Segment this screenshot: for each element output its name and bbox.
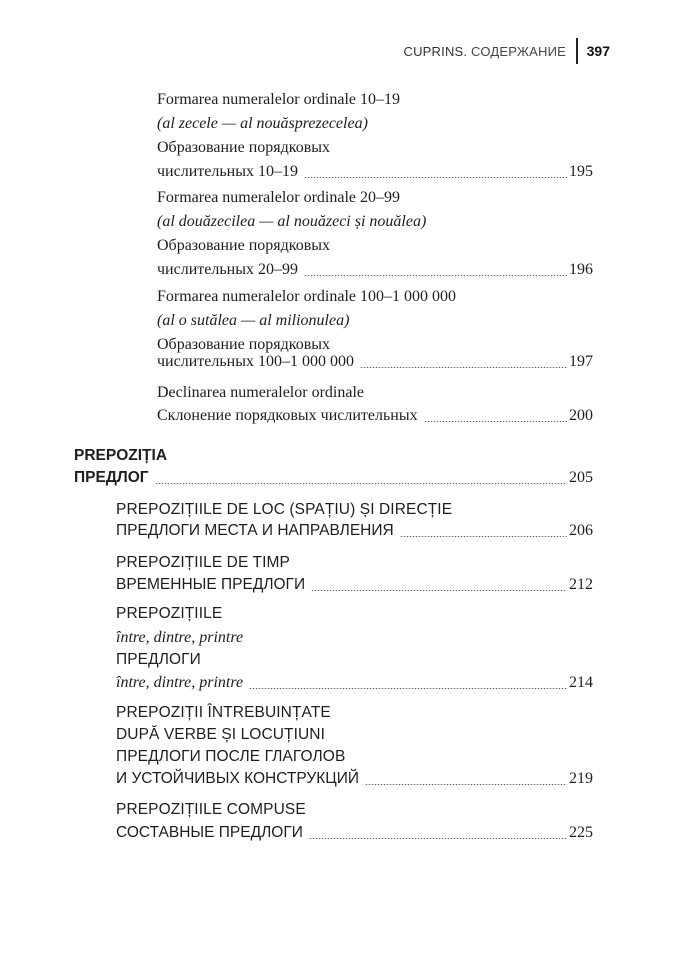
toc-page-number: 197: [569, 353, 593, 370]
toc-entry-line: Образование порядковых: [157, 237, 331, 254]
toc-entry-link[interactable]: [116, 821, 593, 845]
toc-page-number: 206: [569, 522, 593, 539]
toc-entry-line: PREPOZIȚII ÎNTREBUINȚATE: [116, 704, 331, 721]
toc-entry-line: Formarea numeralelor ordinale 10–19: [157, 91, 401, 108]
toc-entry-line: PREPOZIȚIILE: [116, 605, 223, 622]
toc-entry-link[interactable]: [116, 573, 593, 597]
toc-entry-title: ВРЕМЕННЫЕ ПРЕДЛОГИ: [116, 576, 306, 593]
toc-entry-line: Formarea numeralelor ordinale 20–99: [157, 189, 401, 206]
chapter-title-ru: ПРЕДЛОГ: [74, 469, 149, 486]
toc-page-number: 195: [569, 163, 593, 180]
toc-page-number: 196: [569, 261, 593, 278]
dot-leader: [304, 275, 567, 276]
toc-page-number: 214: [569, 674, 593, 691]
page-number: 397: [586, 43, 610, 59]
toc-page-number: 219: [569, 770, 593, 787]
toc-entry-link[interactable]: [116, 519, 593, 543]
toc-entry-title: И УСТОЙЧИВЫХ КОНСТРУКЦИЙ: [116, 770, 359, 787]
toc-page-number: 225: [569, 824, 593, 841]
chapter-link[interactable]: [74, 466, 593, 490]
toc-entry-link[interactable]: [116, 671, 593, 695]
running-head-divider: [576, 38, 578, 64]
toc-entry-line: PREPOZIȚIILE COMPUSE: [116, 801, 306, 818]
toc-entry-title: ПРЕДЛОГИ МЕСТА И НАПРАВЛЕНИЯ: [116, 522, 394, 539]
toc-entry-link[interactable]: [157, 350, 593, 374]
toc-entry-link[interactable]: [157, 160, 593, 184]
toc-entry-line: (al douăzecilea — al nouăzeci și nouălea): [157, 213, 427, 230]
dot-leader: [365, 784, 567, 785]
dot-leader: [360, 367, 567, 368]
toc-entry-title: СОСТАВНЫЕ ПРЕДЛОГИ: [116, 824, 303, 841]
toc-entry-line: PREPOZIȚIILE DE LOC (SPAȚIU) ȘI DIRECȚIE: [116, 501, 453, 518]
toc-entry-title: числительных 20–99: [157, 261, 298, 278]
dot-leader: [249, 688, 567, 689]
dot-leader: [304, 177, 567, 178]
toc-entry-line: ПРЕДЛОГИ ПОСЛЕ ГЛАГОЛОВ: [116, 748, 346, 765]
dot-leader: [311, 590, 567, 591]
chapter-title: PREPOZIȚIA: [74, 447, 168, 464]
toc-page-number: 200: [569, 407, 593, 424]
toc-entry-title: între, dintre, printre: [116, 674, 244, 691]
toc-entry-line: Declinarea numeralelor ordinale: [157, 384, 364, 401]
dot-leader: [400, 536, 567, 537]
toc-entry-line: PREPOZIȚIILE DE TIMP: [116, 554, 290, 571]
toc-entry-link[interactable]: [116, 767, 593, 791]
running-head: [404, 38, 611, 64]
toc-entry-line: (al zecele — al nouăsprezecelea): [157, 115, 368, 132]
running-head-latin: CUPRINS.: [403, 43, 468, 59]
toc-page-number: 205: [569, 469, 593, 486]
toc-entry-line: Образование порядковых: [157, 336, 331, 353]
toc-entry-line: Образование порядковых: [157, 139, 331, 156]
toc-entry-title: числительных 10–19: [157, 163, 298, 180]
toc-entry-line: (al o sutălea — al milionulea): [157, 312, 350, 329]
toc-entry-line: ПРЕДЛОГИ: [116, 651, 201, 668]
dot-leader: [424, 421, 567, 422]
running-head-title: [404, 44, 567, 59]
toc-entry-title: Склонение порядковых числительных: [157, 407, 418, 424]
running-head-cyrillic: СОДЕРЖАНИЕ: [471, 43, 567, 59]
toc-page-number: 212: [569, 576, 593, 593]
dot-leader: [309, 838, 567, 839]
toc-entry-line: DUPĂ VERBE ȘI LOCUȚIUNI: [116, 726, 326, 743]
toc-entry-line: Formarea numeralelor ordinale 100–1 000 000: [157, 288, 457, 305]
toc-entry-link[interactable]: [157, 404, 593, 428]
toc-entry-link[interactable]: [157, 258, 593, 282]
dot-leader: [155, 483, 567, 484]
toc-entry-line: între, dintre, printre: [116, 629, 244, 646]
toc-entry-title: числительных 100–1 000 000: [157, 353, 354, 370]
